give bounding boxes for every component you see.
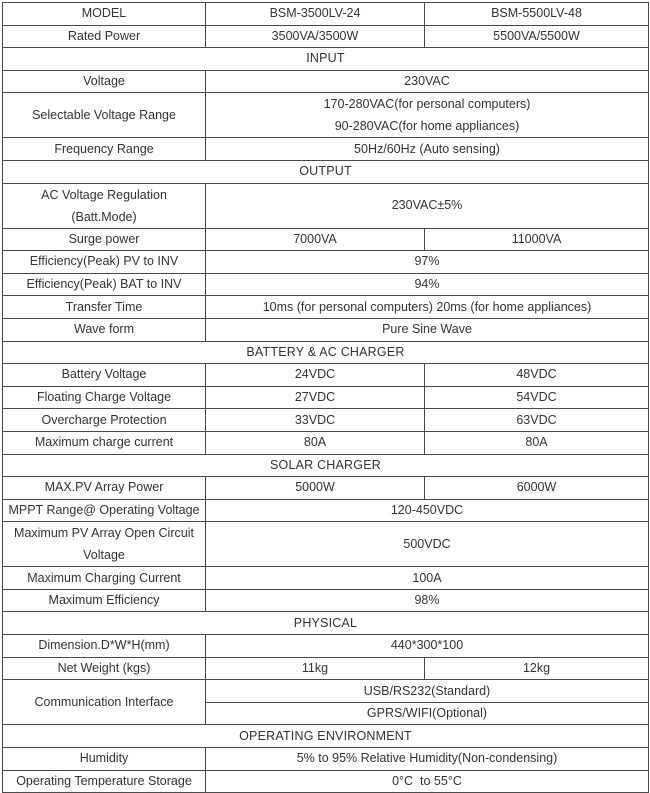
table-row	[3, 25, 649, 48]
ac-regulation-label-line-1: AC Voltage Regulation	[41, 187, 167, 202]
ac-regulation-label	[3, 183, 206, 228]
model-b: BSM-5500LV-48	[425, 3, 649, 26]
temperature-label: Operating Temperature Storage	[3, 770, 206, 793]
efficiency-bat-label: Efficiency(Peak) BAT to INV	[3, 273, 206, 296]
floating-charge-b: 54VDC	[425, 386, 649, 409]
pv-open-circuit-label-line-2: Voltage	[83, 548, 125, 563]
transfer-time-value: 10ms (for personal computers) 20ms (for home appliances)	[206, 296, 649, 319]
spec-table	[2, 2, 649, 793]
max-efficiency-value: 98%	[206, 589, 649, 612]
floating-charge-a: 27VDC	[206, 386, 425, 409]
efficiency-pv-label: Efficiency(Peak) PV to INV	[3, 251, 206, 274]
mppt-range-value: 120-450VDC	[206, 499, 649, 522]
dimension-label: Dimension.D*W*H(mm)	[3, 635, 206, 658]
temperature-value: 0°C to 55°C	[206, 770, 649, 793]
selectable-voltage-line-2: 90-280VAC(for home appliances)	[334, 119, 520, 134]
net-weight-a: 11kg	[206, 657, 425, 680]
table-row	[3, 567, 649, 590]
ac-regulation-value: 230VAC±5%	[206, 183, 649, 228]
selectable-voltage-value	[206, 93, 649, 138]
humidity-value: 5% to 95% Relative Humidity(Non-condensing)	[206, 748, 649, 771]
table-row	[3, 183, 649, 228]
table-row	[3, 318, 649, 341]
table-row	[3, 251, 649, 274]
overcharge-a: 33VDC	[206, 409, 425, 432]
table-row	[3, 273, 649, 296]
voltage-value: 230VAC	[206, 70, 649, 93]
frequency-label: Frequency Range	[3, 138, 206, 161]
max-charge-current-label: Maximum charge current	[3, 431, 206, 454]
pv-power-label: MAX.PV Array Power	[3, 477, 206, 500]
selectable-voltage-label: Selectable Voltage Range	[3, 93, 206, 138]
section-header-battery	[3, 341, 649, 364]
max-charge-current-b: 80A	[425, 431, 649, 454]
communication-optional: GPRS/WIFI(Optional)	[206, 702, 649, 725]
max-charging-current-label: Maximum Charging Current	[3, 567, 206, 590]
table-row	[3, 3, 649, 26]
dimension-value: 440*300*100	[206, 635, 649, 658]
table-row	[3, 680, 649, 703]
table-row	[3, 409, 649, 432]
table-row	[3, 93, 649, 138]
pv-power-a: 5000W	[206, 477, 425, 500]
battery-voltage-label: Battery Voltage	[3, 364, 206, 387]
model-label: MODEL	[3, 3, 206, 26]
table-row	[3, 386, 649, 409]
transfer-time-label: Transfer Time	[3, 296, 206, 319]
table-row	[3, 296, 649, 319]
voltage-label: Voltage	[3, 70, 206, 93]
max-charging-current-value: 100A	[206, 567, 649, 590]
section-title: SOLAR CHARGER	[3, 454, 649, 477]
rated-power-b: 5500VA/5500W	[425, 25, 649, 48]
table-row	[3, 138, 649, 161]
section-title: OPERATING ENVIRONMENT	[3, 725, 649, 748]
floating-charge-label: Floating Charge Voltage	[3, 386, 206, 409]
pv-open-circuit-label-line-1: Maximum PV Array Open Circuit	[14, 526, 194, 541]
table-row	[3, 748, 649, 771]
table-row	[3, 499, 649, 522]
table-row	[3, 657, 649, 680]
section-title: INPUT	[3, 48, 649, 71]
table-row	[3, 364, 649, 387]
overcharge-label: Overcharge Protection	[3, 409, 206, 432]
communication-label: Communication Interface	[3, 680, 206, 725]
rated-power-label: Rated Power	[3, 25, 206, 48]
surge-power-label: Surge power	[3, 228, 206, 251]
table-row	[3, 770, 649, 793]
model-a: BSM-3500LV-24	[206, 3, 425, 26]
table-row	[3, 228, 649, 251]
section-title: OUTPUT	[3, 160, 649, 183]
table-row	[3, 522, 649, 567]
net-weight-b: 12kg	[425, 657, 649, 680]
table-row	[3, 589, 649, 612]
efficiency-pv-value: 97%	[206, 251, 649, 274]
net-weight-label: Net Weight (kgs)	[3, 657, 206, 680]
section-header-physical	[3, 612, 649, 635]
ac-regulation-label-line-2: (Batt.Mode)	[71, 209, 137, 224]
table-row	[3, 635, 649, 658]
frequency-value: 50Hz/60Hz (Auto sensing)	[206, 138, 649, 161]
battery-voltage-b: 48VDC	[425, 364, 649, 387]
pv-open-circuit-value: 500VDC	[206, 522, 649, 567]
table-row	[3, 70, 649, 93]
max-charge-current-a: 80A	[206, 431, 425, 454]
mppt-range-label: MPPT Range@ Operating Voltage	[3, 499, 206, 522]
section-header-input	[3, 48, 649, 71]
table-row	[3, 431, 649, 454]
surge-power-a: 7000VA	[206, 228, 425, 251]
overcharge-b: 63VDC	[425, 409, 649, 432]
pv-open-circuit-label	[3, 522, 206, 567]
section-header-solar	[3, 454, 649, 477]
pv-power-b: 6000W	[425, 477, 649, 500]
max-efficiency-label: Maximum Efficiency	[3, 589, 206, 612]
section-header-environment	[3, 725, 649, 748]
surge-power-b: 11000VA	[425, 228, 649, 251]
section-title: BATTERY & AC CHARGER	[3, 341, 649, 364]
selectable-voltage-line-1: 170-280VAC(for personal computers)	[323, 97, 531, 112]
humidity-label: Humidity	[3, 748, 206, 771]
efficiency-bat-value: 94%	[206, 273, 649, 296]
rated-power-a: 3500VA/3500W	[206, 25, 425, 48]
section-title: PHYSICAL	[3, 612, 649, 635]
battery-voltage-a: 24VDC	[206, 364, 425, 387]
wave-form-value: Pure Sine Wave	[206, 318, 649, 341]
wave-form-label: Wave form	[3, 318, 206, 341]
section-header-output	[3, 160, 649, 183]
table-row	[3, 477, 649, 500]
communication-standard: USB/RS232(Standard)	[206, 680, 649, 703]
